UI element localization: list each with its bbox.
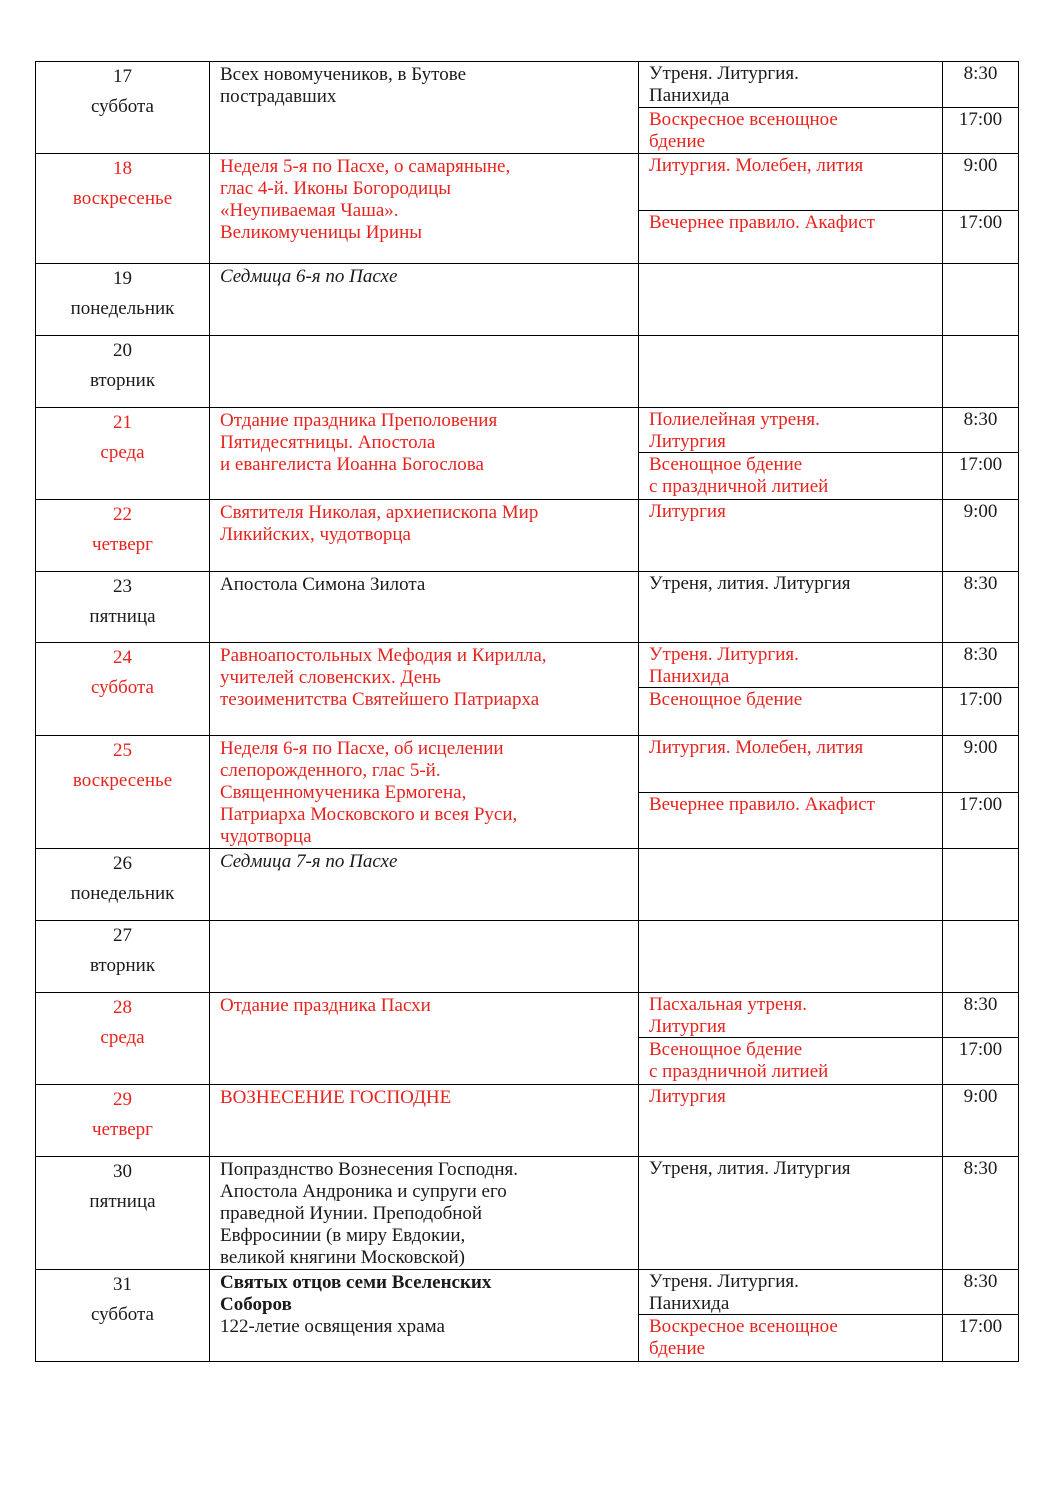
service-time: 17:00	[958, 1039, 1003, 1060]
schedule-row	[36, 408, 1019, 500]
service-time	[943, 921, 1018, 992]
service-time: 17:00	[958, 454, 1003, 475]
service-time: 8:30	[963, 573, 998, 594]
services-cell	[639, 849, 943, 921]
service-name: Утреня. Литургия. Панихида	[639, 1270, 942, 1315]
times-cell	[943, 736, 1019, 849]
day-number: 26	[113, 853, 132, 874]
service-time: 17:00	[958, 794, 1003, 815]
commemoration-text: Отдание праздника Преполовения Пятидесятницы. Апостола и евангелиста Иоанна Богослова	[220, 410, 498, 475]
commemoration-cell	[210, 993, 639, 1085]
service-name: Литургия. Молебен, лития	[639, 736, 942, 793]
commemoration-text: Всех новомучеников, в Бутове пострадавших	[220, 64, 467, 107]
times-cell	[943, 1157, 1019, 1270]
schedule-row	[36, 993, 1019, 1085]
weekday: пятница	[89, 606, 156, 627]
commemoration-text: ВОЗНЕСЕНИЕ ГОСПОДНЕ	[220, 1087, 452, 1108]
service-time: 17:00	[958, 1316, 1003, 1337]
commemoration-text: Неделя 5-я по Пасхе, о самаряныне, глас 4-й. Иконы Богородицы «Неупиваемая Чаша». Великомученицы Ирины	[220, 156, 511, 243]
times-cell	[943, 849, 1019, 921]
services-cell	[639, 62, 943, 154]
weekday: суббота	[91, 1304, 154, 1325]
services-cell	[639, 643, 943, 736]
date-cell	[36, 736, 210, 849]
schedule-row	[36, 336, 1019, 408]
services-cell	[639, 154, 943, 264]
service-name: Утреня. Литургия. Панихида	[639, 62, 942, 108]
service-time: 8:30	[943, 1270, 1018, 1315]
service-name	[639, 921, 942, 992]
schedule-body	[36, 62, 1019, 1362]
weekday: среда	[100, 442, 145, 463]
commemoration-text: Святителя Николая, архиепископа Мир Ликийских, чудотворца	[220, 502, 539, 545]
schedule-row	[36, 921, 1019, 993]
service-time	[943, 849, 1018, 920]
schedule-table	[35, 61, 1019, 1362]
service-name: Вечернее правило. Акафист	[649, 212, 875, 233]
commemoration-text: Равноапостольных Мефодия и Кирилла, учителей словенских. День тезоименитства Святейшего Патриарха	[220, 645, 547, 710]
day-number: 23	[113, 576, 132, 597]
service-name: Литургия. Молебен, лития	[639, 154, 942, 211]
commemoration-cell	[210, 264, 639, 336]
date-cell	[36, 1085, 210, 1157]
weekday: четверг	[92, 534, 153, 555]
service-name: Воскресное всенощное бдение	[649, 109, 838, 152]
weekday: воскресенье	[72, 188, 173, 209]
service-time: 9:00	[943, 154, 1018, 211]
services-cell	[639, 921, 943, 993]
schedule-row	[36, 154, 1019, 264]
commemoration-cell	[210, 408, 639, 500]
weekday: суббота	[91, 677, 154, 698]
service-name: Полиелейная утреня. Литургия	[639, 408, 942, 453]
services-cell	[639, 736, 943, 849]
commemoration-cell	[210, 921, 639, 993]
date-cell	[36, 1157, 210, 1270]
times-cell	[943, 336, 1019, 408]
service-time: 8:30	[943, 408, 1018, 453]
services-cell	[639, 264, 943, 336]
commemoration-cell	[210, 500, 639, 572]
service-time: 8:30	[943, 993, 1018, 1038]
date-cell	[36, 643, 210, 736]
day-number: 29	[113, 1089, 132, 1110]
commemoration-cell	[210, 643, 639, 736]
service-name	[639, 264, 942, 335]
weekday: среда	[100, 1027, 145, 1048]
weekday: вторник	[89, 955, 156, 976]
date-cell	[36, 62, 210, 154]
day-number: 19	[113, 268, 132, 289]
schedule-row	[36, 1157, 1019, 1270]
commemoration-cell	[210, 1270, 639, 1362]
commemoration-text: Святых отцов семи Вселенских Соборов	[220, 1272, 492, 1315]
day-number: 18	[113, 158, 132, 179]
schedule-row	[36, 500, 1019, 572]
day-number: 27	[113, 925, 132, 946]
service-time	[943, 336, 1018, 407]
weekday: четверг	[92, 1119, 153, 1140]
services-cell	[639, 500, 943, 572]
service-name: Утреня. Литургия. Панихида	[639, 643, 942, 688]
services-cell	[639, 336, 943, 408]
commemoration-text: Апостола Симона Зилота	[220, 574, 426, 595]
day-number: 31	[113, 1274, 132, 1295]
times-cell	[943, 993, 1019, 1085]
day-number: 20	[113, 340, 132, 361]
weekday: вторник	[89, 370, 156, 391]
commemoration-cell	[210, 154, 639, 264]
services-cell	[639, 1270, 943, 1362]
service-time: 9:00	[963, 501, 998, 522]
service-name	[639, 336, 942, 407]
times-cell	[943, 500, 1019, 572]
services-cell	[639, 572, 943, 643]
day-number: 21	[113, 412, 132, 433]
service-time: 8:30	[943, 62, 1018, 108]
service-time: 9:00	[943, 736, 1018, 793]
commemoration-cell	[210, 336, 639, 408]
service-name: Пасхальная утреня. Литургия	[639, 993, 942, 1038]
commemoration-cell	[210, 1085, 639, 1157]
times-cell	[943, 154, 1019, 264]
date-cell	[36, 408, 210, 500]
service-name: Всенощное бдение	[649, 689, 803, 710]
commemoration-text: Седмица 7-я по Пасхе	[220, 851, 398, 872]
commemoration-text: Попразднство Вознесения Господня. Апостола Андроника и супруги его праведной Иунии. Преподобной Евфросинии (в миру Евдокии, великой княгини Московской)	[220, 1159, 518, 1268]
times-cell	[943, 572, 1019, 643]
commemoration-text: 122-летие освящения храма	[220, 1316, 445, 1337]
service-time: 17:00	[958, 212, 1003, 233]
weekday: пятница	[89, 1191, 156, 1212]
day-number: 24	[113, 647, 132, 668]
commemoration-cell	[210, 849, 639, 921]
commemoration-cell	[210, 1157, 639, 1270]
schedule-row	[36, 736, 1019, 849]
service-name	[639, 849, 942, 920]
date-cell	[36, 1270, 210, 1362]
date-cell	[36, 993, 210, 1085]
times-cell	[943, 1270, 1019, 1362]
times-cell	[943, 408, 1019, 500]
day-number: 30	[113, 1161, 132, 1182]
schedule-row	[36, 264, 1019, 336]
commemoration-text: Неделя 6-я по Пасхе, об исцелении слепорожденного, глас 5-й. Священномученика Ермогена, Патриарха Московского и всея Руси, чудотворца	[220, 738, 518, 847]
service-time: 8:30	[943, 643, 1018, 688]
date-cell	[36, 154, 210, 264]
service-name: Всенощное бдение с праздничной литией	[649, 454, 829, 497]
service-time: 9:00	[963, 1086, 998, 1107]
weekday: понедельник	[70, 883, 175, 904]
weekday: суббота	[91, 96, 154, 117]
schedule-row	[36, 643, 1019, 736]
service-name: Всенощное бдение с праздничной литией	[649, 1039, 829, 1082]
times-cell	[943, 643, 1019, 736]
service-name: Вечернее правило. Акафист	[649, 794, 875, 815]
date-cell	[36, 921, 210, 993]
service-time: 8:30	[963, 1158, 998, 1179]
schedule-row	[36, 1270, 1019, 1362]
times-cell	[943, 62, 1019, 154]
date-cell	[36, 336, 210, 408]
service-name: Утреня, лития. Литургия	[649, 1158, 851, 1179]
service-name: Воскресное всенощное бдение	[649, 1316, 838, 1359]
schedule-row	[36, 1085, 1019, 1157]
weekday: понедельник	[70, 298, 175, 319]
weekday: воскресенье	[72, 770, 173, 791]
day-number: 17	[113, 66, 132, 87]
day-number: 28	[113, 997, 132, 1018]
date-cell	[36, 572, 210, 643]
services-cell	[639, 408, 943, 500]
schedule-row	[36, 572, 1019, 643]
day-number: 22	[113, 504, 132, 525]
service-time	[943, 264, 1018, 335]
services-cell	[639, 993, 943, 1085]
service-name: Утреня, лития. Литургия	[649, 573, 851, 594]
date-cell	[36, 849, 210, 921]
schedule-row	[36, 849, 1019, 921]
times-cell	[943, 1085, 1019, 1157]
service-time: 17:00	[958, 689, 1003, 710]
service-name: Литургия	[649, 1086, 726, 1107]
commemoration-cell	[210, 736, 639, 849]
commemoration-text: Отдание праздника Пасхи	[220, 995, 431, 1016]
services-cell	[639, 1157, 943, 1270]
schedule-row	[36, 62, 1019, 154]
services-cell	[639, 1085, 943, 1157]
commemoration-cell	[210, 572, 639, 643]
times-cell	[943, 921, 1019, 993]
commemoration-cell	[210, 62, 639, 154]
commemoration-text: Седмица 6-я по Пасхе	[220, 266, 398, 287]
service-name: Литургия	[649, 501, 726, 522]
service-time: 17:00	[958, 109, 1003, 130]
times-cell	[943, 264, 1019, 336]
date-cell	[36, 264, 210, 336]
date-cell	[36, 500, 210, 572]
day-number: 25	[113, 740, 132, 761]
